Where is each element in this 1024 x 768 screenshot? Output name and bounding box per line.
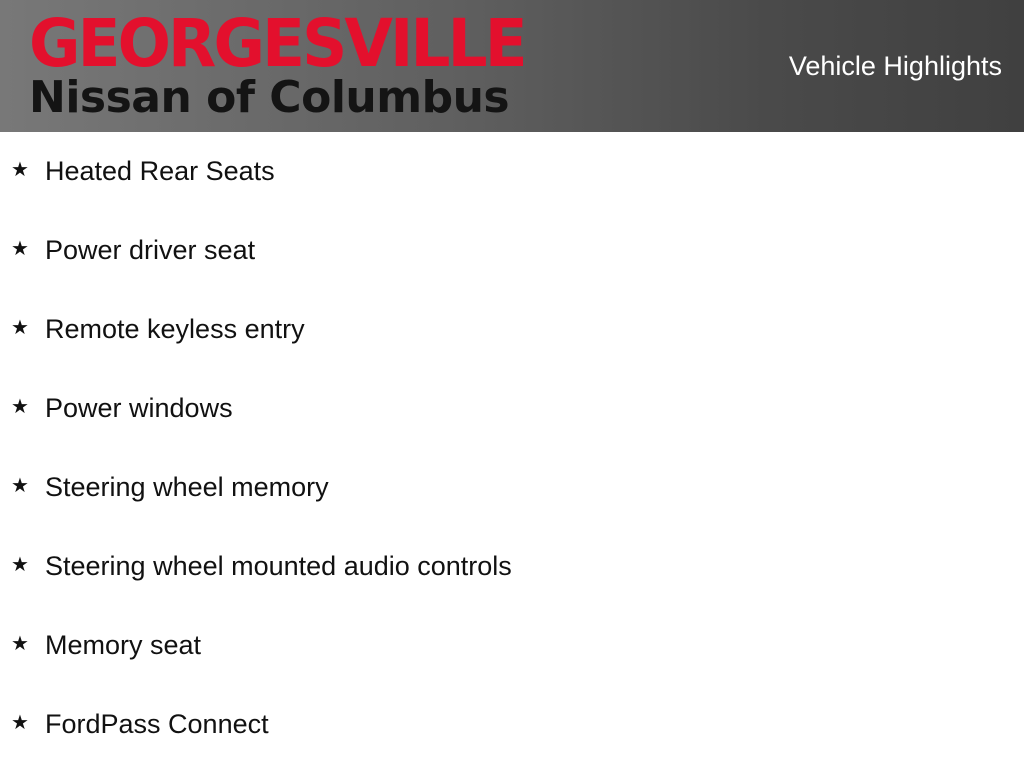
highlight-text: FordPass Connect (45, 709, 269, 739)
list-item (0, 369, 1024, 448)
star-icon: ★ (11, 315, 29, 339)
list-item (0, 606, 1024, 685)
star-icon: ★ (11, 631, 29, 655)
list-item (0, 132, 1024, 211)
highlight-text: Steering wheel memory (45, 472, 329, 502)
star-icon: ★ (11, 157, 29, 181)
page-title: Vehicle Highlights (788, 51, 1002, 81)
header-banner (0, 0, 1024, 132)
list-item (0, 685, 1024, 764)
dealer-logo (29, 5, 574, 123)
highlight-text: Heated Rear Seats (45, 156, 275, 186)
highlight-text: Memory seat (45, 630, 202, 660)
list-item (0, 290, 1024, 369)
highlight-text: Power driver seat (45, 235, 256, 265)
list-item (0, 527, 1024, 606)
logo-wordmark: GEORGESVILLE (29, 5, 525, 82)
highlights-list (0, 132, 1024, 764)
logo-subtitle: Nissan of Columbus (29, 72, 510, 123)
list-item (0, 448, 1024, 527)
star-icon: ★ (11, 473, 29, 497)
highlight-text: Power windows (45, 393, 233, 423)
star-icon: ★ (11, 710, 29, 734)
star-icon: ★ (11, 236, 29, 260)
highlight-text: Remote keyless entry (45, 314, 305, 344)
star-icon: ★ (11, 394, 29, 418)
list-item (0, 211, 1024, 290)
highlight-text: Steering wheel mounted audio controls (45, 551, 512, 581)
star-icon: ★ (11, 552, 29, 576)
